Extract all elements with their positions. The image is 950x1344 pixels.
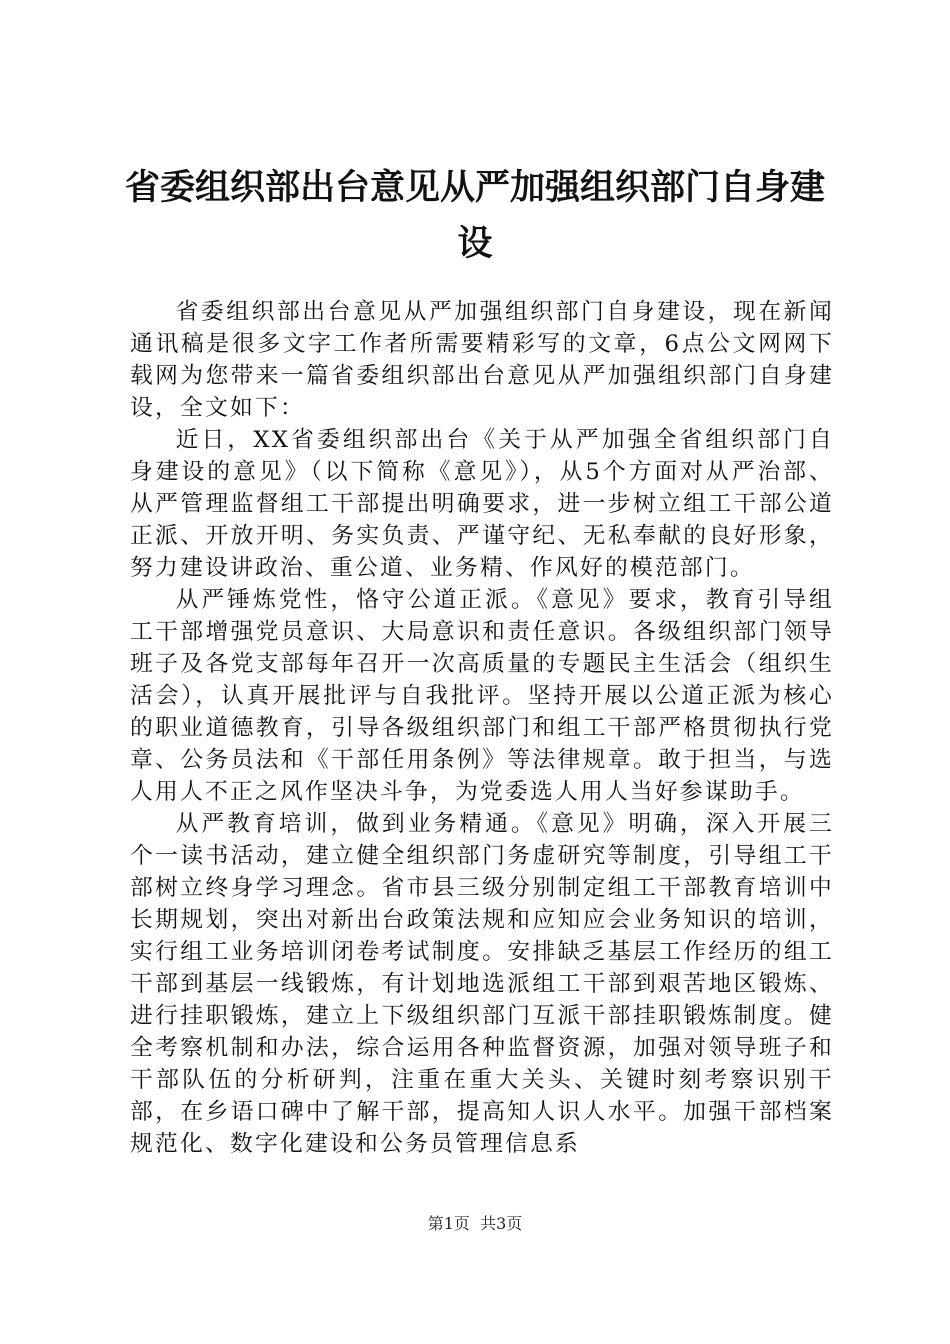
document-body — [130, 296, 834, 1160]
paragraph-intro: 省委组织部出台意见从严加强组织部门自身建设，现在新闻通讯稿是很多文字工作者所需要精彩写的文章，6点公文网网下载网为您带来一篇省委组织部出台意见从严加强组织部门自身建设，全文如下： — [130, 299, 834, 421]
page-footer — [0, 1214, 950, 1234]
document-title: 省委组织部出台意见从严加强组织部门自身建设 — [124, 168, 825, 264]
paragraph-party-spirit: 从严锤炼党性，恪守公道正派。《意见》要求，教育引导组工干部增强党员意识、大局意识和责任意识。各级组织部门领导班子及各党支部每年召开一次高质量的专题民主生活会（组织生活会），认真开展批评与自我批评。坚持开展以公道正派为核心的职业道德教育，引导各级组织部门和组工干部严格贯彻执行党章、公务员法和《干部任用条例》等法律规章。敢于担当，与选人用人不正之风作坚决斗争，为党委选人用人当好参谋助手。 — [130, 587, 834, 805]
paragraph-training: 从严教育培训，做到业务精通。《意见》明确，深入开展三个一读书活动，建立健全组织部门务虚研究等制度，引导组工干部树立终身学习理念。省市县三级分别制定组工干部教育培训中长期规划，突出对新出台政策法规和应知应会业务知识的培训，实行组工业务培训闭卷考试制度。安排缺乏基层工作经历的组工干部到基层一线锻炼，有计划地选派组工干部到艰苦地区锻炼、进行挂职锻炼，建立上下级组织部门互派干部挂职锻炼制度。健全考察机制和办法，综合运用各种监督资源，加强对领导班子和干部队伍的分析研判，注重在重大关头、关键时刻考察识别干部，在乡语口碑中了解干部，提高知人识人水平。加强干部档案规范化、数字化建设和公务员管理信息系 — [130, 811, 834, 1157]
page-total: 共3页 — [480, 1214, 523, 1233]
page-number: 第1页 — [427, 1214, 470, 1233]
paragraph-summary: 近日，XX省委组织部出台《关于从严加强全省组织部门自身建设的意见》（以下简称《意见》），从5个方面对从严治部、从严管理监督组工干部提出明确要求，进一步树立组工干部公道正派、开放开明、务实负责、严谨守纪、无私奉献的良好形象，努力建设讲政治、重公道、业务精、作风好的模范部门。 — [130, 427, 834, 581]
